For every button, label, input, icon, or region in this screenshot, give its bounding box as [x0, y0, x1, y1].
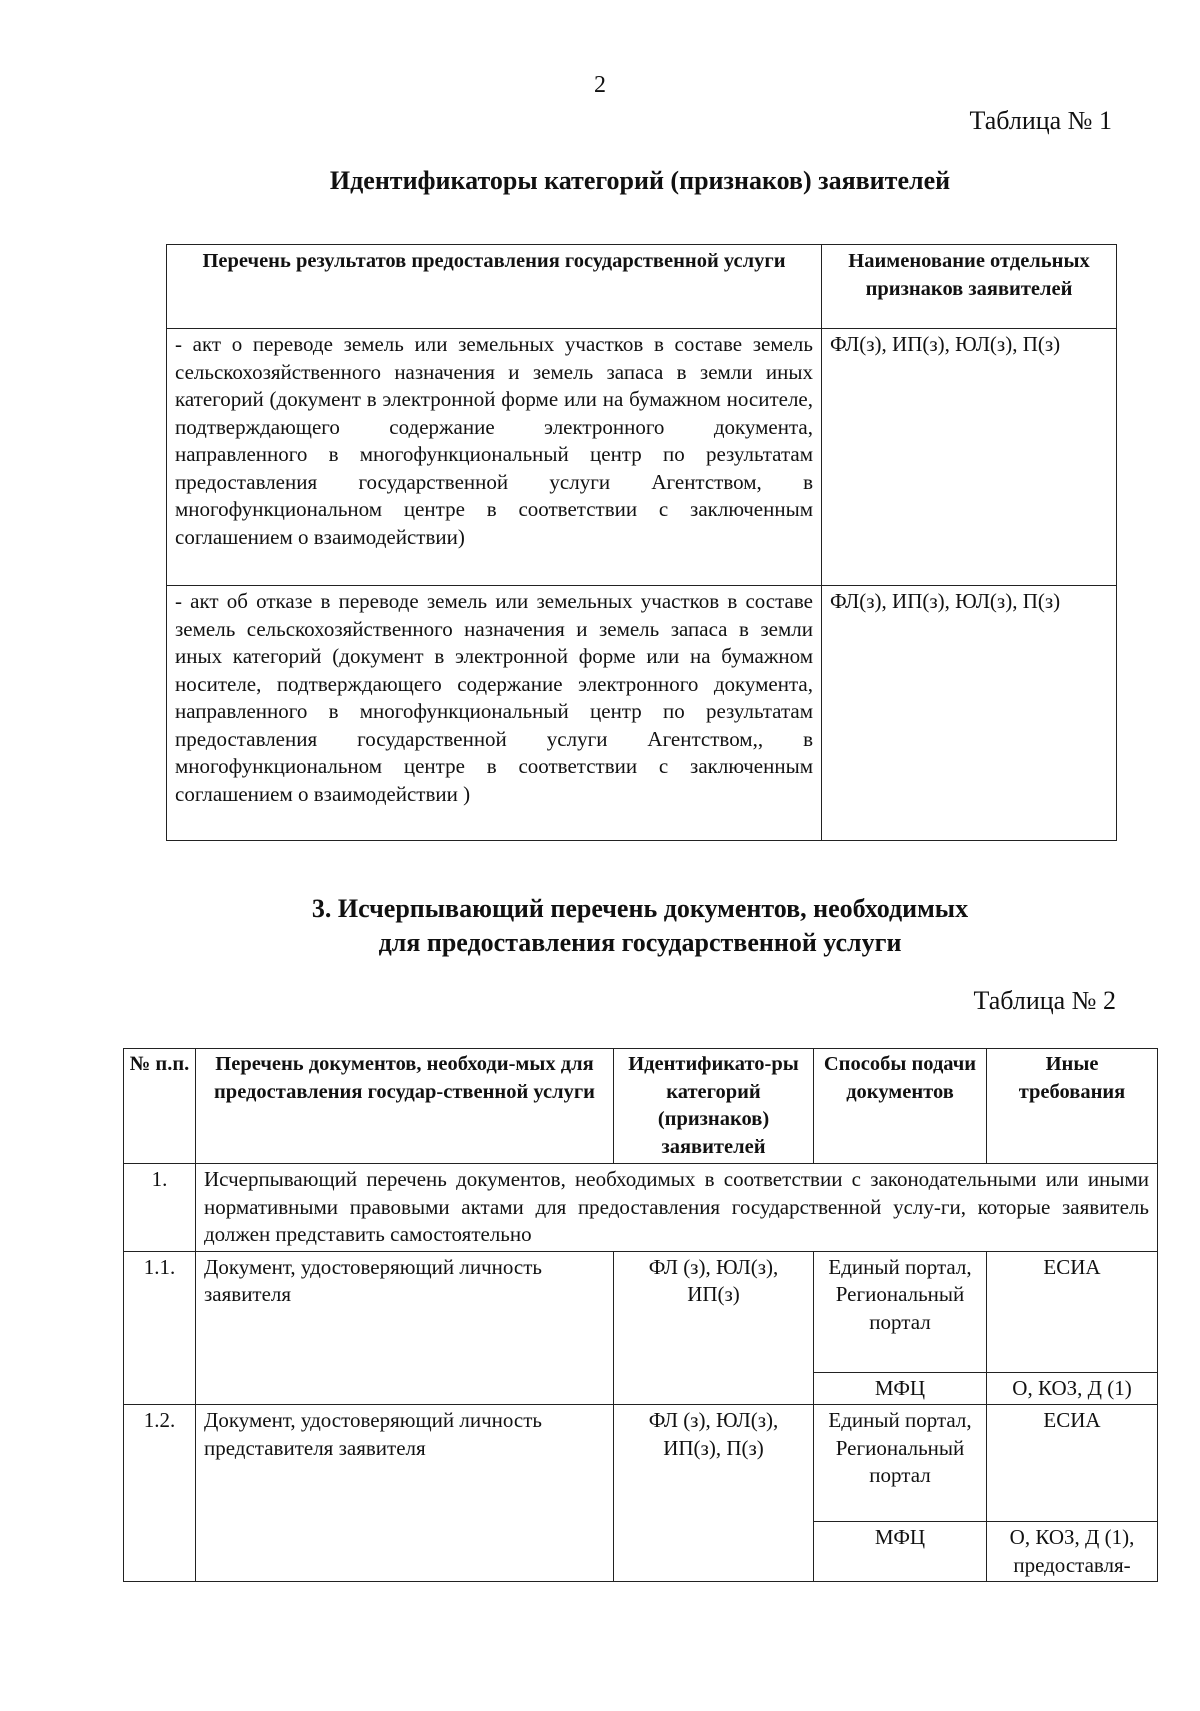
table2-label: Таблица № 2: [973, 986, 1116, 1015]
table2-header-docs: Перечень документов, необходи-мых для предоставления государ-ственной услуги: [196, 1049, 614, 1164]
table2-section-num: 1.: [124, 1164, 196, 1252]
table2-row-ids: ФЛ (з), ЮЛ(з), ИП(з), П(з): [614, 1405, 814, 1582]
table1-label: Таблица № 1: [969, 106, 1112, 135]
table-row: [124, 1251, 1158, 1372]
table2-row-method-portal: Единый портал, Региональный портал: [814, 1405, 987, 1522]
table1-header-features: Наименование отдельных признаков заявителей: [822, 245, 1117, 329]
table2-row-other-portal: ЕСИА: [987, 1251, 1158, 1372]
section3-title-line1: 3. Исчерпывающий перечень документов, необходимых: [311, 894, 969, 923]
table2-row-num: 1.1.: [124, 1251, 196, 1405]
table2-section-text: Исчерпывающий перечень документов, необходимых в соответствии с законодательными или иными нормативными правовыми актами для предоставления государственной услу-ги, которые заявитель должен представить самостоятельно: [196, 1164, 1158, 1252]
table2-row-doc: Документ, удостоверяющий личность заявителя: [196, 1251, 614, 1405]
table1-features-cell: ФЛ(з), ИП(з), ЮЛ(з), П(з): [822, 586, 1117, 841]
table2-row-ids: ФЛ (з), ЮЛ(з), ИП(з): [614, 1251, 814, 1405]
table2-header-other: Иные требования: [987, 1049, 1158, 1164]
table1-features-cell: ФЛ(з), ИП(з), ЮЛ(з), П(з): [822, 329, 1117, 586]
table2-row-other-mfc: О, КОЗ, Д (1): [987, 1372, 1158, 1405]
table2-row-doc: Документ, удостоверяющий личность представителя заявителя: [196, 1405, 614, 1582]
page-number: 2: [594, 72, 606, 98]
table2-row-other-portal: ЕСИА: [987, 1405, 1158, 1522]
table2-section-row: [124, 1164, 1158, 1252]
table2: [123, 1048, 1158, 1582]
table1-result-cell: - акт об отказе в переводе земель или земельных участков в составе земель сельскохозяйственного назначения и земель запаса в земли иных категорий (документ в электронной форме или на бумажном носителе, подтверждающего содержание электронного документа, направленного в многофункциональный центр по результатам предоставления государственной услуги Агентством,, в многофункциональном центре в соответствии с заключенным соглашением о взаимодействии ): [167, 586, 822, 841]
table-row: [124, 1405, 1158, 1522]
section3-title-line2: для предоставления государственной услуги: [378, 928, 902, 957]
table2-header-num: № п.п.: [124, 1049, 196, 1164]
table2-header-methods: Способы подачи документов: [814, 1049, 987, 1164]
table1-title: Идентификаторы категорий (признаков) заявителей: [329, 166, 951, 195]
table1-result-cell: - акт о переводе земель или земельных участков в составе земель сельскохозяйственного назначения и земель запаса в земли иных категорий (документ в электронной форме или на бумажном носителе, подтверждающего содержание электронного документа, направленного в многофункциональный центр по результатам предоставления государственной услуги Агентством, в многофункциональном центре в соответствии с заключенным соглашением о взаимодействии): [167, 329, 822, 586]
table2-row-method-portal: Единый портал, Региональный портал: [814, 1251, 987, 1372]
table2-row-method-mfc: МФЦ: [814, 1522, 987, 1582]
table1-header-results: Перечень результатов предоставления государственной услуги: [167, 245, 822, 329]
table1-header-row: [167, 245, 1117, 329]
table2-row-other-mfc: О, КОЗ, Д (1), предоставля-: [987, 1522, 1158, 1582]
table2-header-row: [124, 1049, 1158, 1164]
table2-row-num: 1.2.: [124, 1405, 196, 1582]
table-row: [167, 586, 1117, 841]
table1: [166, 244, 1117, 841]
table2-header-ids: Идентификато-ры категорий (признаков) заявителей: [614, 1049, 814, 1164]
table2-row-method-mfc: МФЦ: [814, 1372, 987, 1405]
table-row: [167, 329, 1117, 586]
